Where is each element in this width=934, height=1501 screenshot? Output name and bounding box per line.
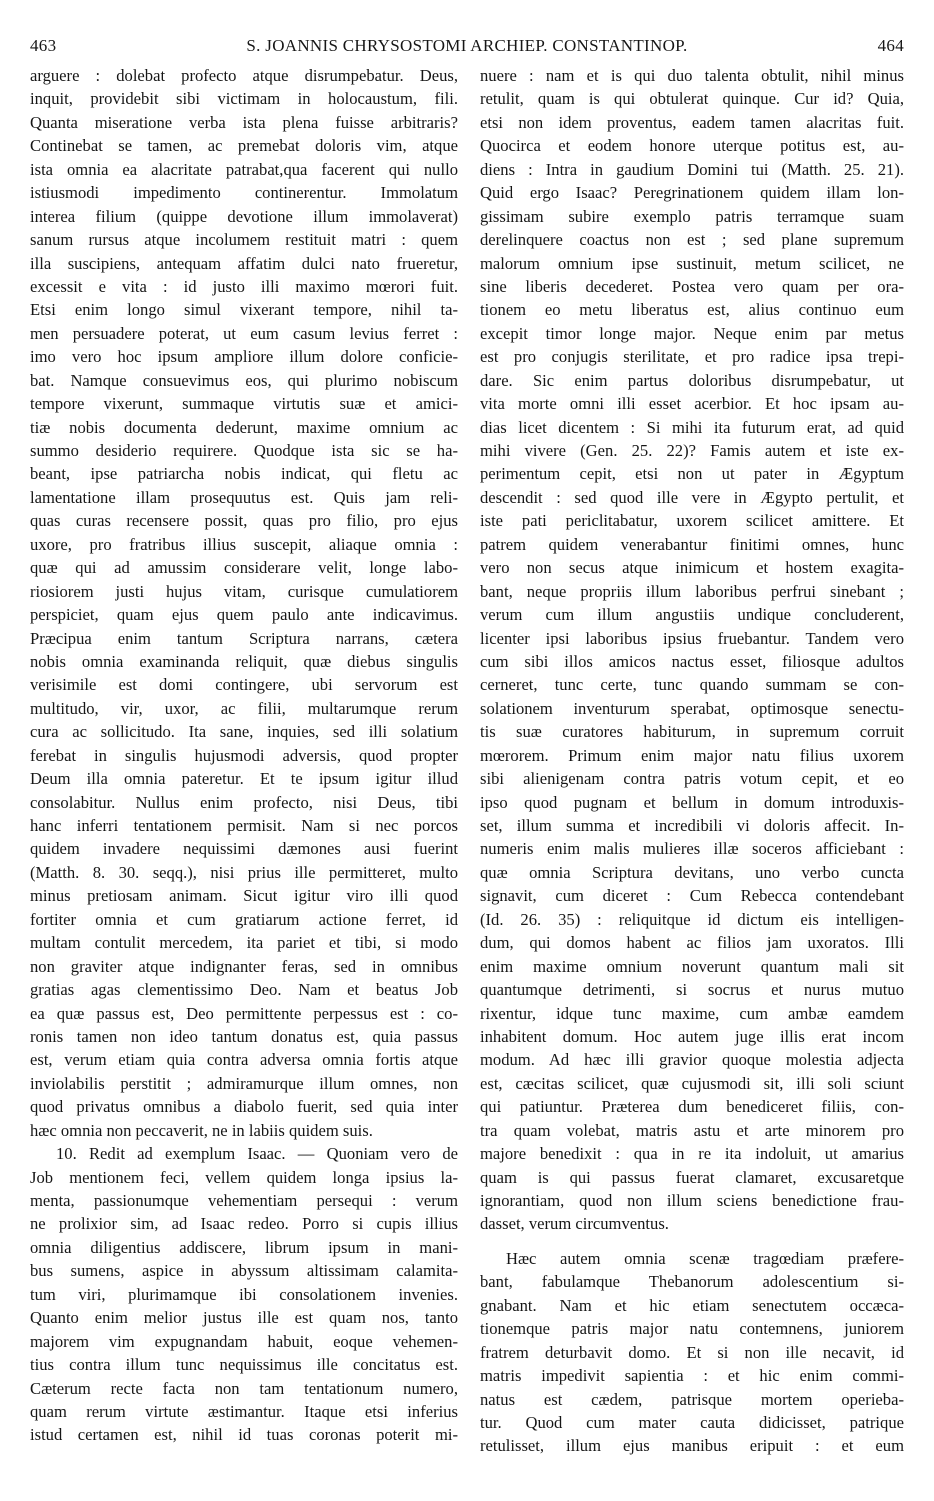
text-line: cura ac sollicitudo. Ita sane, inquies, sed illi solatium: [30, 722, 458, 742]
text-line: retulit, quam is qui obtulerat quinque. Cur id? Quia,: [480, 89, 904, 109]
text-line: qui patiuntur. Præterea dum benediceret filiis, con-: [480, 1097, 904, 1117]
text-line: imo vero hoc ipsum ampliore illum dolore conficie-: [30, 347, 458, 367]
text-line: omnia diligentius addiscere, librum ipsum in mani-: [30, 1237, 458, 1257]
text-line: tius contra illum tunc nequissimus ille concitatus est.: [30, 1355, 458, 1375]
text-line: multitudo, vir, uxor, ac filii, multarumque rerum: [30, 698, 458, 718]
text-line: sine liberis decederet. Postea vero quam per ora-: [480, 276, 904, 296]
text-line: verum cum illum angustiis undique concluderent,: [480, 605, 904, 625]
text-line: (Id. 26. 35) : reliquitque id dictum eis intelligen-: [480, 909, 904, 929]
text-line: hanc inferri tentationem permisit. Nam si nec porcos: [30, 816, 458, 835]
text-line: bant, neque propriis illum laboribus perfrui sinebant ;: [480, 581, 904, 601]
text-line: quod privatus omnibus a diabolo fuerit, sed quia inter: [30, 1097, 458, 1117]
text-line: fratrem deturbavit domo. Et si non ille necavit, id: [480, 1342, 904, 1362]
text-line: riosiorem justi hujus vitam, curisque cumulatiorem: [30, 581, 458, 601]
text-line: sanum rursus atque incolumem restituit matri : quem: [30, 230, 458, 250]
text-line: majorem vim expugnandam habuit, eoque vehemen-: [30, 1331, 458, 1351]
page-header: [30, 36, 904, 62]
text-line: uxore, pro fratribus illius suscepit, aliaque omnia :: [30, 534, 458, 554]
text-line: cum sibi illos amicos nactus esset, filiosque adultos: [480, 651, 904, 671]
text-line: solationem inventurum sperabat, optimosque senectu-: [480, 698, 904, 718]
text-line: men persuadere poterat, ut eum casum levius ferret :: [30, 323, 458, 343]
text-line: excepit timor longe major. Neque enim par metus: [480, 323, 904, 343]
text-line: Quanta miseratione verba ista plena fuisse arbitraris?: [30, 112, 458, 132]
text-line: beant, ipse patriarcha nobis indicat, qui fletu ac: [30, 464, 458, 484]
text-line: tionemque patris major natu contemnens, juniorem: [480, 1319, 904, 1339]
text-line: quæ omnia Scriptura devitans, uno verbo cuncta: [480, 862, 904, 882]
text-line: Hæc autem omnia scenæ tragœdiam præfere-: [506, 1248, 904, 1268]
text-line: Quocirca et eodem honore uterque potitus est, au-: [480, 136, 904, 156]
text-line: ista omnia ea alacritate patrabat,qua facerent qui nullo: [30, 159, 458, 179]
page-number-left: 463: [30, 36, 57, 55]
text-line: cerneret, tunc certe, tunc quando summam se con-: [480, 675, 904, 695]
text-line: perimentum cepit, etsi non ut pater in Ægyptum: [480, 464, 904, 484]
text-line: ne prolixior sim, ad Isaac redeo. Porro si cupis illius: [30, 1214, 458, 1234]
text-line: iste pati periclitabatur, uxorem scilicet amittere. Et: [480, 511, 904, 531]
text-line: tempore vixerunt, summaque virtutis suæ et amici-: [30, 394, 458, 414]
text-line: minus pretiosam animam. Sicut igitur viro illi quod: [30, 886, 458, 906]
text-line: inquit, providebit sibi victimam in holocaustum, fili.: [30, 89, 458, 109]
text-line: summo desiderio requirere. Quodque ista sic se ha-: [30, 441, 458, 460]
text-line: gratias agas clementissimo Deo. Nam et beatus Job: [30, 980, 458, 1000]
text-line: 10. Redit ad exemplum Isaac. — Quoniam vero de: [56, 1144, 458, 1164]
text-line: gnabant. Nam et hic etiam senectutem occæca-: [480, 1295, 904, 1315]
text-line: lamentatione illam prosequutus est. Quis jam reli-: [30, 487, 458, 507]
text-line: istud certamen est, nihil id tuas coronas poterit mi-: [30, 1425, 458, 1445]
text-line: Præcipua enim tantum Scriptura narrans, cætera: [30, 628, 458, 648]
text-line: quam rerum virtute æstimantur. Itaque etsi inferius: [30, 1401, 458, 1421]
text-line: dare. Sic enim partus doloribus disrumpebatur, ut: [480, 370, 904, 390]
text-line: dum, qui domos habent ac filios jam uxoratos. Illi: [480, 933, 904, 953]
text-line: vero non secus atque inimicum et hostem exagita-: [480, 558, 904, 578]
text-line: (Matth. 8. 30. seqq.), nisi prius ille permitteret, multo: [30, 862, 458, 882]
text-line: Deum illa omnia pateretur. Et te ipsum igitur illud: [30, 769, 458, 789]
right-text-column: [480, 64, 904, 1458]
text-line: mœrorem. Primum enim major natu filius uxorem: [480, 745, 904, 765]
text-line: hæc omnia non peccaverit, ne in labiis quidem suis.: [30, 1120, 373, 1140]
text-line: Quanto enim melior justus ille est quam nos, tanto: [30, 1308, 458, 1328]
text-line: Quid ergo Isaac? Peregrinationem quidem illam lon-: [480, 183, 904, 203]
text-line: est, cæcitas scilicet, quæ cujusmodi sit, illi soli sciunt: [480, 1073, 904, 1093]
text-line: vita morte omni illi esset acerbior. Et hoc ipsam au-: [480, 394, 904, 414]
text-line: ipso quod pugnam et bellum in domum introduxis-: [480, 792, 904, 812]
text-line: descendit : sed quod ille vere in Ægypto pertulit, et: [480, 487, 904, 507]
text-line: Cæterum recte facta non tam tentationum numero,: [30, 1378, 458, 1398]
text-line: multam contulit mercedem, ita pariet et tibi, si modo: [30, 933, 458, 953]
text-line: tra quam volebat, matris astu et arte minorem pro: [480, 1120, 904, 1140]
text-line: consolabitur. Nullus enim profecto, nisi Deus, tibi: [30, 792, 458, 812]
text-line: tiæ nobis documenta dederunt, maxime omnium ac: [30, 417, 458, 437]
text-line: quas curas recensere possit, quas pro filio, pro ejus: [30, 511, 458, 531]
text-line: numeris enim malis mulieres illæ soceros afficiebant :: [480, 839, 904, 859]
text-line: quantumque detrimenti, si socrus et nurus mutuo: [480, 980, 904, 1000]
text-line: ferebat in singulis hujusmodi adversis, quod propter: [30, 745, 458, 765]
text-line: enim maxime omnium noverunt quantum mali sit: [480, 956, 904, 976]
text-line: nuere : nam et is qui duo talenta obtulit, nihil minus: [480, 66, 904, 85]
text-line: quam is qui passus fuerat clamaret, excusaretque: [480, 1167, 904, 1187]
text-line: majore benedixit : qua in re ita indoluit, ut amarius: [480, 1144, 904, 1164]
text-line: sibi alienigenam contra patris votum cepit, et eo: [480, 769, 904, 789]
text-line: natus est cædem, patrisque mortem operieba-: [480, 1389, 904, 1409]
text-line: excessit e vita : id justo illi maximo mœrori fuit.: [30, 276, 458, 296]
text-line: tis suæ curatores habiturum, in supremum corruit: [480, 722, 904, 742]
text-line: arguere : dolebat profecto atque disrumpebatur. Deus,: [30, 66, 458, 85]
text-line: interea filium (quippe devotione illum immolaverat): [30, 206, 458, 226]
text-line: mihi vivere (Gen. 25. 22)? Famis autem et iste ex-: [480, 441, 904, 460]
text-line: verisimile est domi contingere, ubi servorum est: [30, 675, 458, 695]
text-line: set, illum summa et incredibili vi doloris affecit. In-: [480, 816, 904, 835]
text-line: quidem invadere nequissimi dæmones ausi fuerint: [30, 839, 458, 859]
text-line: dias licet dicentem : Si mihi ita futurum erat, ad quid: [480, 417, 904, 437]
text-line: ignorantiam, quod non illum sciens benedictione frau-: [480, 1191, 904, 1210]
text-line: istiusmodi impedimento continerentur. Immolatum: [30, 183, 458, 203]
text-line: patrem quidem venerabantur finitimi omnes, hunc: [480, 534, 904, 554]
text-line: tionem eo metu liberatus est, alius continuo eum: [480, 300, 904, 320]
text-line: Job mentionem feci, vellem quidem longa ipsius la-: [30, 1167, 458, 1187]
text-line: retulisset, illum ejus manibus eripuit : et eum: [480, 1436, 904, 1456]
text-line: etsi non idem proventus, eadem tamen alacritas fuit.: [480, 112, 904, 132]
left-text-column: [30, 64, 458, 1447]
text-line: fortiter omnia et cum gratiarum actione ferret, id: [30, 909, 458, 929]
text-line: inhabitent domum. Hoc autem juge illis erat incom: [480, 1026, 904, 1046]
text-line: nobis omnia examinanda reliquit, quæ diebus singulis: [30, 651, 458, 671]
text-line: menta, passionumque vehementiam persequi : verum: [30, 1191, 458, 1210]
text-line: Continebat se tamen, ac premebat doloris vim, atque: [30, 136, 458, 156]
text-line: diens : Intra in gaudium Domini tui (Matth. 25. 21).: [480, 159, 904, 179]
text-line: est pro conjugis sterilitate, et pro radice ipsa trepi-: [480, 347, 904, 367]
text-line: est, verum etiam quia contra adversa omnia fortis atque: [30, 1050, 458, 1070]
text-line: dasset, verum circumventus.: [480, 1214, 669, 1234]
text-line: non graviter atque indignanter feras, sed in omnibus: [30, 956, 458, 976]
text-line: tur. Quod cum mater cauta didicisset, patrique: [480, 1412, 904, 1432]
text-line: Etsi enim longo simul vixerant tempore, nihil ta-: [30, 300, 458, 320]
text-line: tum viri, plurimamque ibi consolationem invenies.: [30, 1284, 458, 1304]
text-line: rixentur, idque tunc maxime, cum ambæ eamdem: [480, 1003, 904, 1023]
text-line: inviolabilis perstitit ; admiramurque illum omnes, non: [30, 1073, 458, 1093]
text-line: illa suscipiens, antequam affatim dulci nato frueretur,: [30, 253, 458, 273]
text-line: malorum omnium ipse sustinuit, metum scilicet, ne: [480, 253, 904, 273]
text-line: bant, fabulamque Thebanorum adolescentium si-: [480, 1272, 904, 1292]
paragraph-gap: [480, 1236, 904, 1247]
page-number-right: 464: [877, 36, 904, 55]
text-line: ronis tamen non ideo tantum donatus est, quia passus: [30, 1026, 458, 1046]
text-line: bat. Namque consuevimus eos, qui plurimo nobiscum: [30, 370, 458, 390]
text-line: signavit, cum diceret : Cum Rebecca contendebant: [480, 886, 904, 906]
text-line: ea quæ passus est, Deo permittente perpessus est : co-: [30, 1003, 458, 1023]
text-line: bus sumens, aspice in abyssum altissimam calamita-: [30, 1261, 458, 1281]
text-line: licenter ipsi laboribus ipsius fruebantur. Tandem vero: [480, 628, 904, 648]
text-line: quæ qui ad amussim considerare velit, longe labo-: [30, 558, 458, 578]
text-line: gissimam subire exemplo patris terramque suam: [480, 206, 904, 226]
running-title: S. JOANNIS CHRYSOSTOMI ARCHIEP. CONSTANTINOP.: [246, 36, 688, 55]
text-line: matris impedivit sapientia : et hic enim commi-: [480, 1366, 904, 1386]
text-line: modum. Ad hæc illi gravior quoque molestia adjecta: [480, 1050, 904, 1070]
text-line: derelinquere coactus non est ; sed plane supremum: [480, 230, 904, 250]
text-line: perspiciet, quam ejus quem paulo ante indicavimus.: [30, 605, 458, 625]
